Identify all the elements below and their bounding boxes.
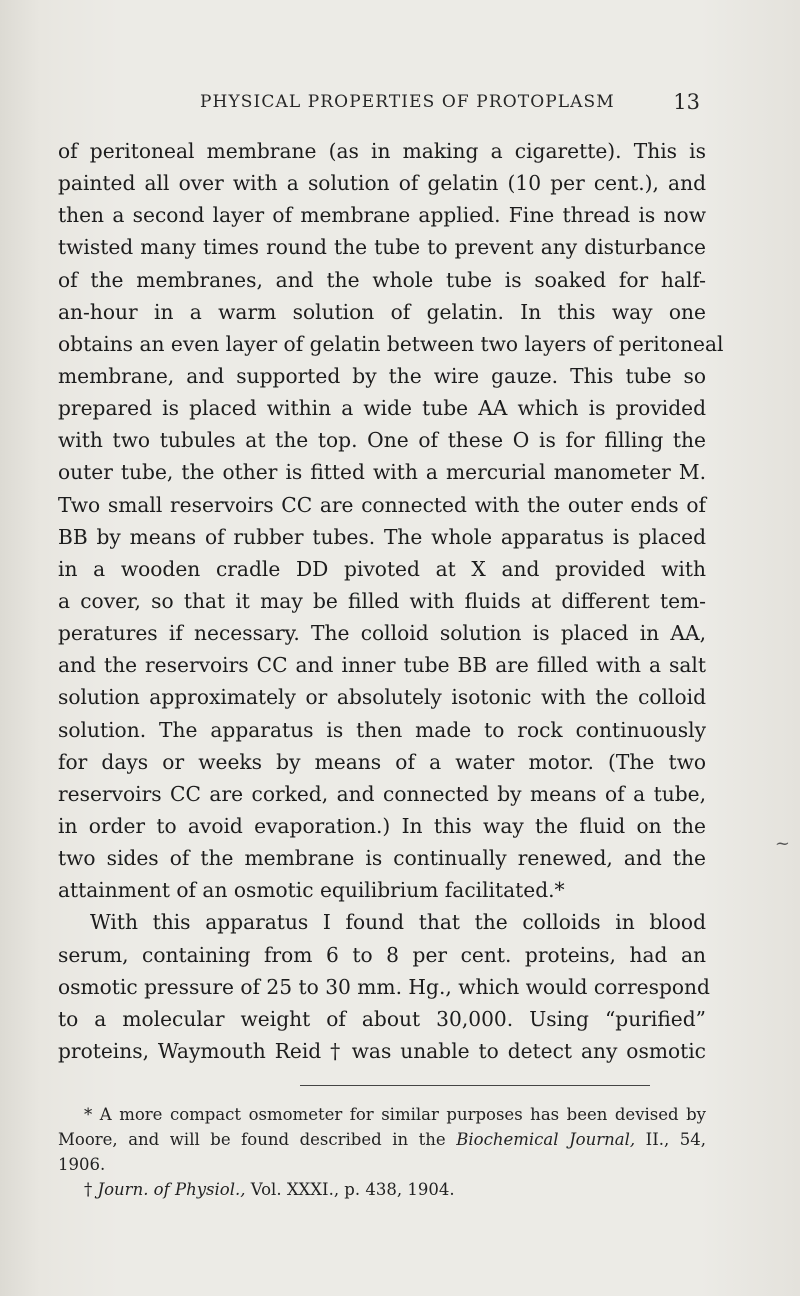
running-head — [200, 92, 700, 122]
text-line: prepared is placed within a wide tube AA which is provided — [58, 396, 706, 421]
text-line: in order to avoid evaporation.) In this way the fluid on the — [58, 813, 706, 838]
footnotes — [58, 1102, 706, 1202]
footnote-divider — [300, 1085, 650, 1086]
text-line: painted all over with a solution of gelatin (10 per cent.), and — [58, 171, 706, 196]
text-line: peratures if necessary. The colloid solution is placed in AA, — [58, 621, 706, 646]
text-line: to a molecular weight of about 30,000. Using “purified” — [58, 1006, 706, 1031]
journal-title: Biochemical Journal, — [456, 1130, 636, 1149]
text-line: Two small reservoirs CC are connected with the outer ends of — [58, 492, 706, 517]
text-line: two sides of the membrane is continually renewed, and the — [58, 846, 706, 871]
footnote-line — [58, 1127, 706, 1152]
text-line: with two tubules at the top. One of these O is for filling the — [58, 428, 706, 453]
text-line: an-hour in a warm solution of gelatin. In this way one — [58, 299, 706, 324]
text-line: of peritoneal membrane (as in making a cigarette). This is — [58, 139, 706, 163]
footnote-line — [58, 1177, 706, 1202]
text-line: attainment of an osmotic equilibrium facilitated.* — [58, 878, 565, 903]
text-line: solution. The apparatus is then made to rock continuously — [58, 717, 706, 742]
page-number: 13 — [673, 90, 700, 114]
body-text — [58, 135, 724, 1067]
footnote-text: Moore, and will be found described in the — [58, 1130, 457, 1149]
text-line: osmotic pressure of 25 to 30 mm. Hg., which would correspond — [58, 974, 710, 999]
footnote-line: * A more compact osmometer for similar purposes has been devised by — [84, 1105, 706, 1124]
text-line: BB by means of rubber tubes. The whole apparatus is placed — [58, 524, 706, 549]
text-line: twisted many times round the tube to prevent any disturbance — [58, 235, 706, 260]
text-line: in a wooden cradle DD pivoted at X and provided with — [58, 556, 706, 581]
margin-mark: ~ — [774, 833, 790, 854]
footnote-text: II., 54, — [635, 1130, 706, 1149]
text-line: reservoirs CC are corked, and connected by means of a tube, — [58, 781, 706, 806]
running-head-title: PHYSICAL PROPERTIES OF PROTOPLASM — [200, 92, 615, 112]
text-line: proteins, Waymouth Reid † was unable to detect any osmotic — [58, 1038, 706, 1063]
text-line: solution approximately or absolutely isotonic with the colloid — [58, 685, 706, 710]
text-line: obtains an even layer of gelatin between two layers of peritoneal — [58, 331, 724, 356]
text-line: outer tube, the other is fitted with a mercurial manometer M. — [58, 460, 706, 485]
footnote-line: 1906. — [58, 1155, 106, 1174]
text-line: for days or weeks by means of a water motor. (The two — [58, 749, 706, 774]
journal-title: Journ. of Physiol., — [97, 1180, 246, 1199]
text-line: then a second layer of membrane applied. Fine thread is now — [58, 203, 706, 228]
text-line: membrane, and supported by the wire gauze. This tube so — [58, 363, 706, 388]
dagger-mark: † — [84, 1180, 98, 1199]
text-line: of the membranes, and the whole tube is soaked for half- — [58, 267, 706, 292]
footnote-text: Vol. XXXI., p. 438, 1904. — [245, 1180, 455, 1199]
paragraph-start-line: With this apparatus I found that the colloids in blood — [90, 910, 706, 935]
text-line: serum, containing from 6 to 8 per cent. proteins, had an — [58, 942, 706, 967]
text-line: a cover, so that it may be filled with fluids at different tem- — [58, 588, 706, 613]
text-line: and the reservoirs CC and inner tube BB are filled with a salt — [58, 653, 706, 678]
